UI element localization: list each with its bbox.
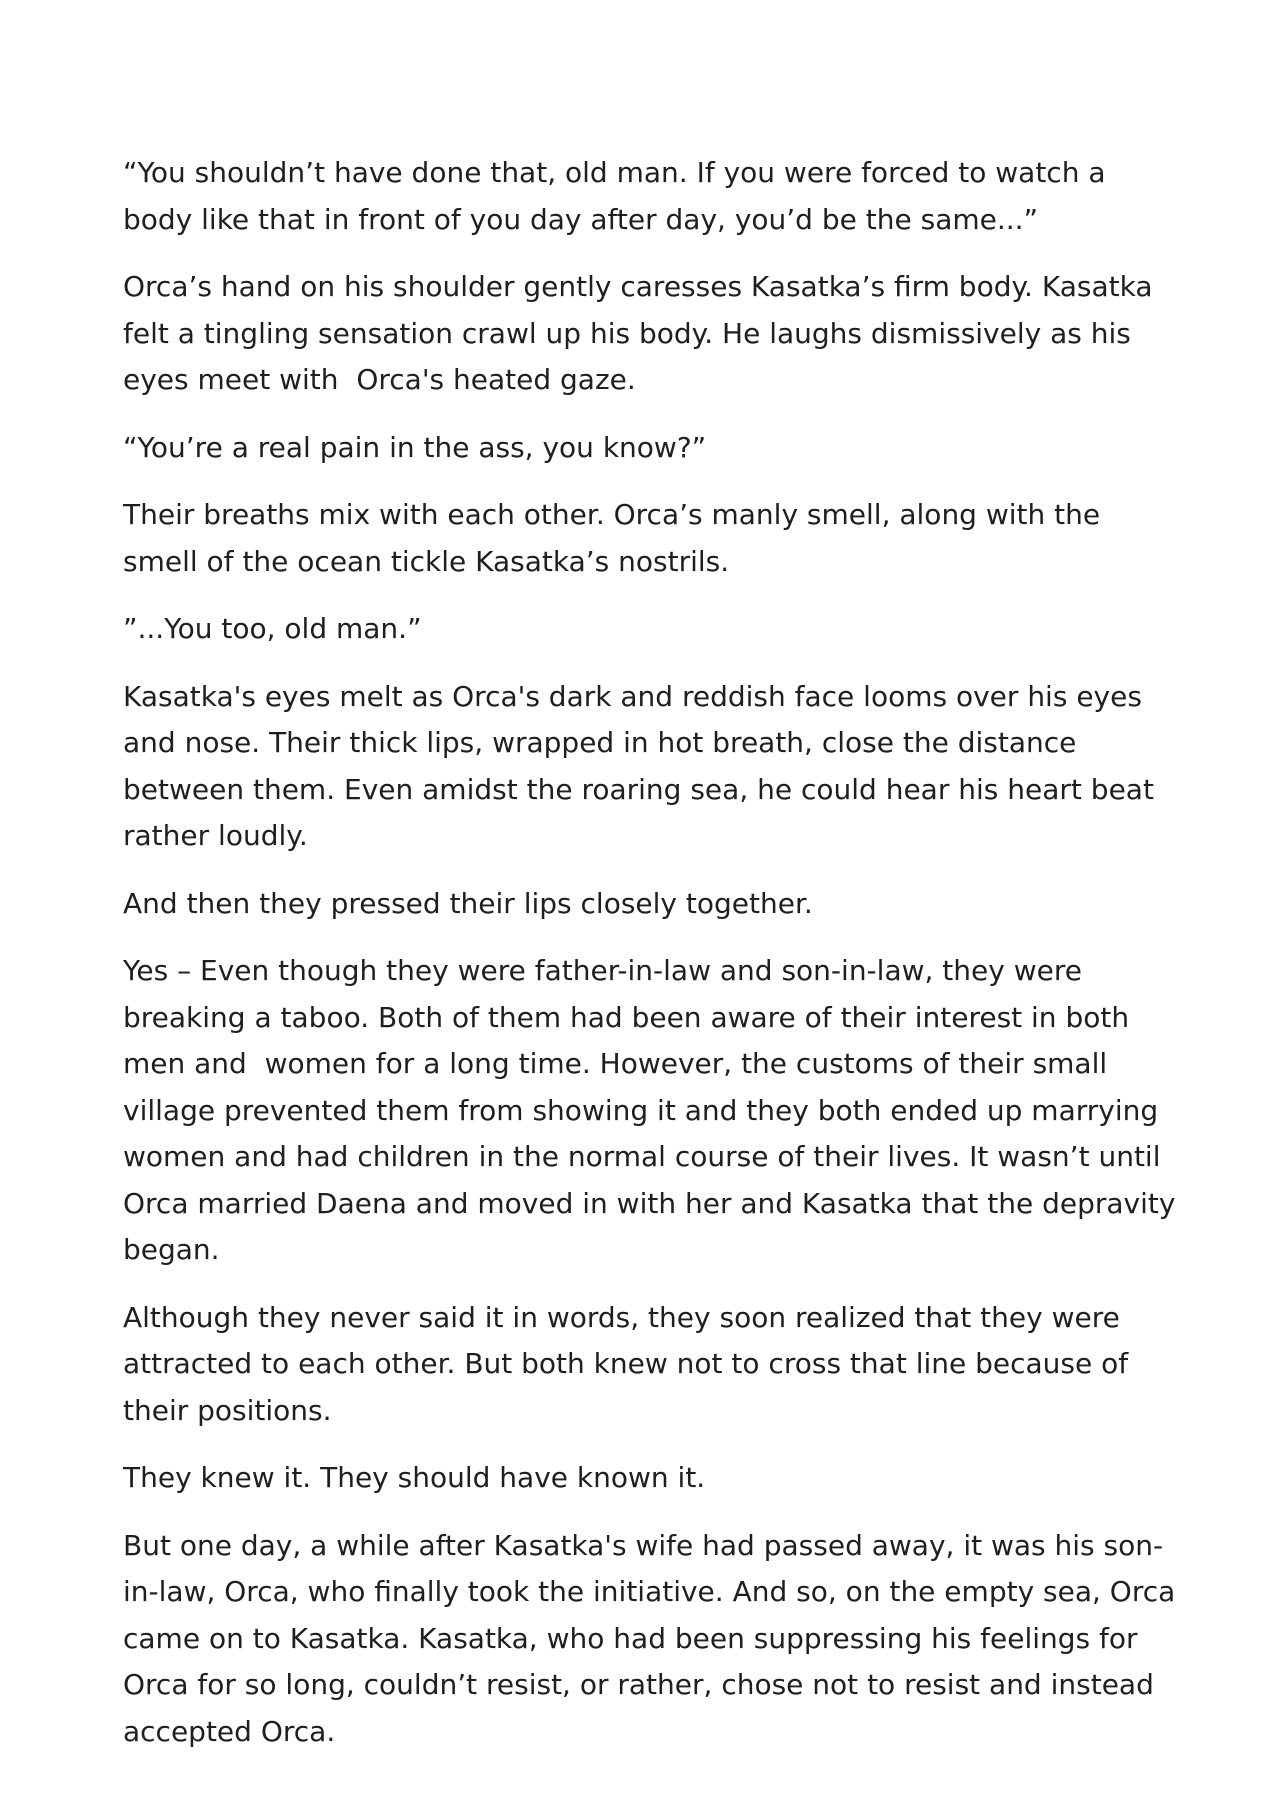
- paragraph: “You’re a real pain in the ass, you know?”: [123, 430, 707, 464]
- paragraph: Although they never said it in words, they soon realized that they were attracted to each other. But both knew not to cross that line because of their positions.: [123, 1300, 1138, 1427]
- paragraph: Kasatka's eyes melt as Orca's dark and reddish face looms over his eyes and nose. Their thick lips, wrapped in hot breath, close the distance between them. Even amidst the roaring sea, he could hear his heart beat rather loudly.: [123, 679, 1163, 852]
- paragraph: “You shouldn’t have done that, old man. If you were forced to watch a body like that in front of you day after day, you’d be the same...”: [123, 156, 1115, 236]
- paragraph: And then they pressed their lips closely together.: [123, 886, 813, 920]
- paragraph: Yes – Even though they were father-in-law and son-in-law, they were breaking a taboo. Both of them had been aware of their interest in both men and women for a long time. However, the customs of their small village prevented them from showing it and they both ended up marrying women and had children in the normal course of their lives. It wasn’t until Orca married Daena and moved in with her and Kasatka that the depravity began.: [123, 954, 1185, 1266]
- paragraph: ”...You too, old man.”: [123, 612, 422, 645]
- paragraph: But one day, a while after Kasatka's wife had passed away, it was his son-in-law, Orca, who finally took the initiative. And so, on the empty sea, Orca came on to Kasatka. Kasatka, who had been suppressing his feelings for Orca for so long, couldn’t resist, or rather, chose not to resist and instead accepted Orca.: [123, 1528, 1185, 1748]
- paragraph: Their breaths mix with each other. Orca’s manly smell, along with the smell of the ocean tickle Kasatka’s nostrils.: [123, 498, 1110, 578]
- paragraph: Orca’s hand on his shoulder gently caresses Kasatka’s firm body. Kasatka felt a tingling sensation crawl up his body. He laughs dismissively as his eyes meet with Orca's heated gaze.: [123, 270, 1162, 396]
- story-text: [123, 150, 1183, 1776]
- paragraph: They knew it. They should have known it.: [123, 1461, 706, 1494]
